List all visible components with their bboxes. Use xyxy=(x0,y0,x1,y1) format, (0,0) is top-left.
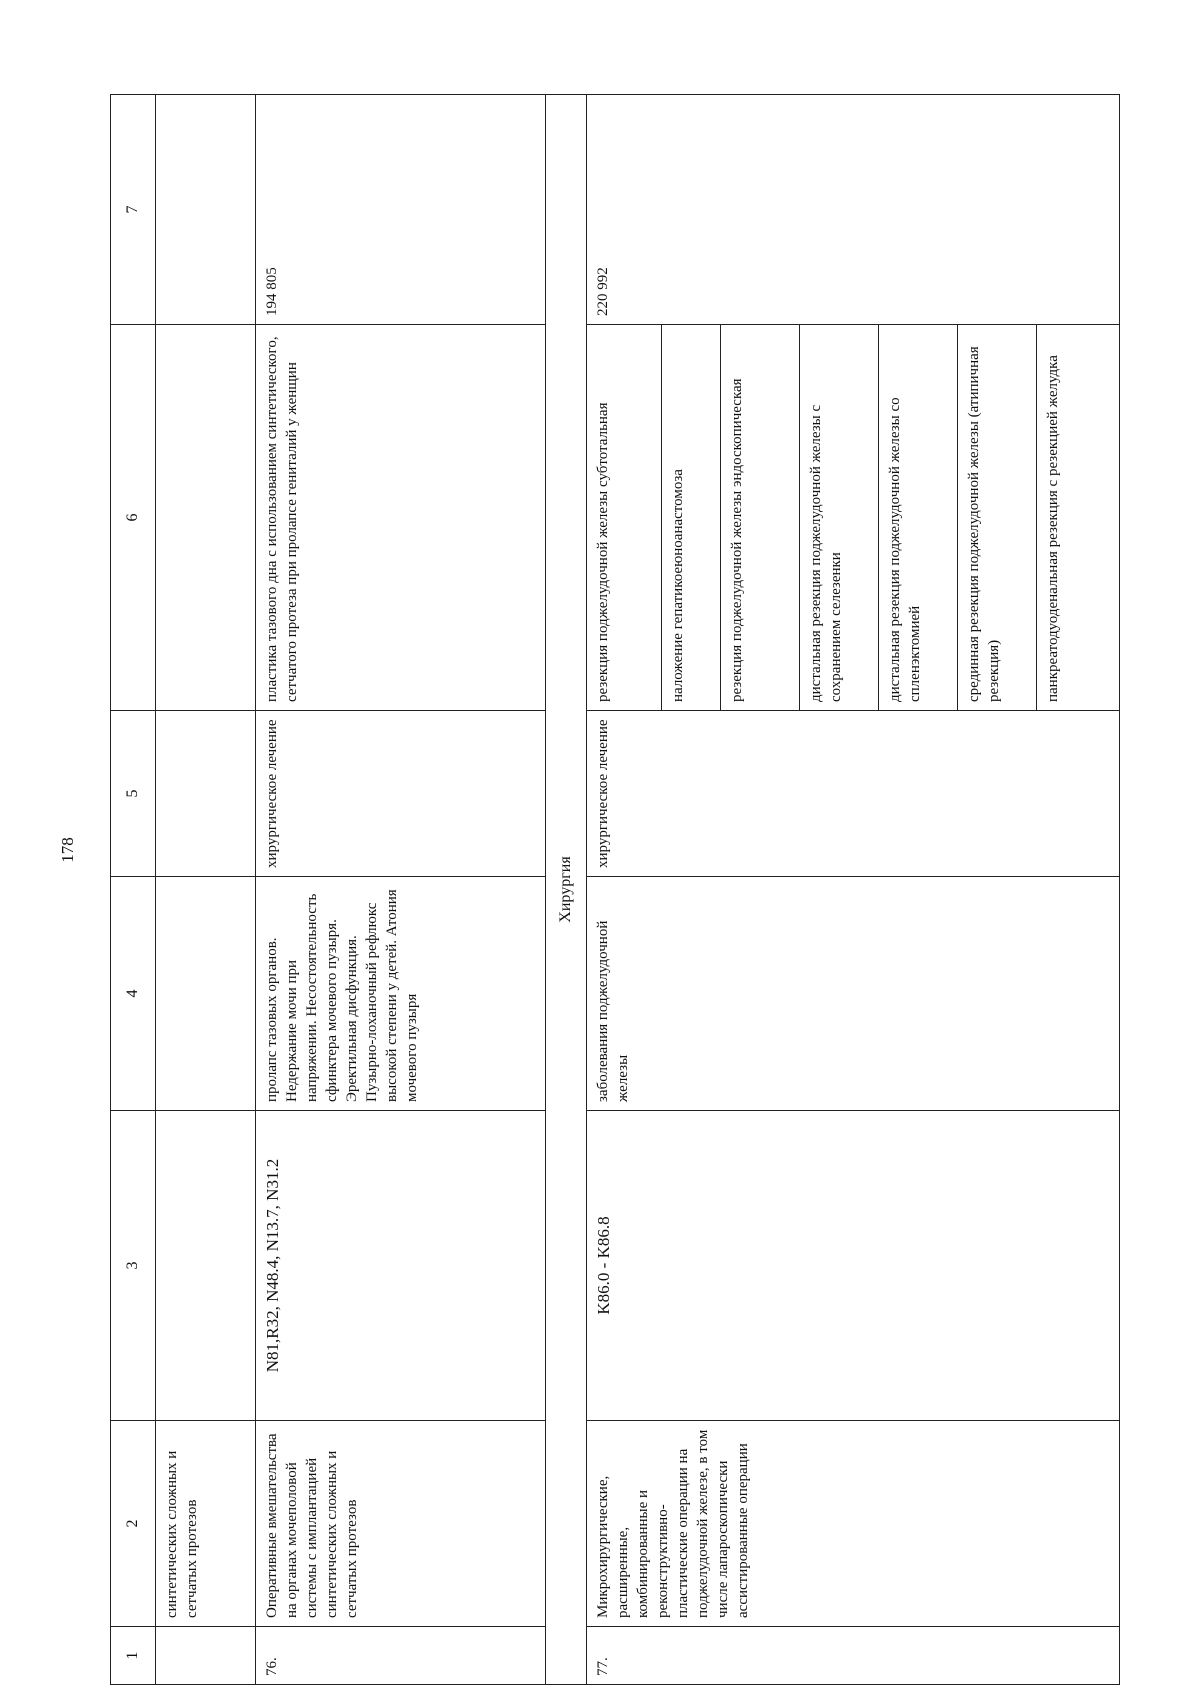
cont-method xyxy=(156,325,256,711)
cont-cost xyxy=(156,95,256,325)
row77-method-7: панкреатодуоденальная резекция с резекцией желудка xyxy=(1045,355,1061,702)
row77-treatment: хирургическое лечение xyxy=(587,711,1120,877)
row76-model: пролапс тазовых органов. Недержание мочи при напряжении. Несостоятельность сфинктера мочевого пузыря. Эректильная дисфункция. Пузырно-лоханочный рефлюкс высокой степени у детей. Атония мочевого пузыря xyxy=(256,877,546,1111)
header-col-1: 1 xyxy=(111,1627,156,1685)
row77-codes: K86.0 - K86.8 xyxy=(587,1111,1120,1421)
row77-cost: 220 992 xyxy=(587,95,1120,325)
row77-method-1: резекция поджелудочной железы субтотальная xyxy=(587,325,662,710)
cont-treatment xyxy=(156,711,256,877)
section-title: Хирургия xyxy=(546,95,587,1685)
row76-method: пластика тазового дна с использованием синтетического, сетчатого протеза при пролапсе гениталий у женщин xyxy=(256,325,546,711)
cont-codes xyxy=(156,1111,256,1421)
continuation-row xyxy=(156,95,256,1685)
row77-model: заболевания поджелудочной железы xyxy=(587,877,1120,1111)
header-col-7: 7 xyxy=(111,95,156,325)
section-row xyxy=(546,95,587,1685)
row-77 xyxy=(587,95,1120,1685)
row77-methods-cell xyxy=(587,325,1120,711)
row77-method-3: резекция поджелудочной железы эндоскопическая xyxy=(721,325,800,710)
rotated-table-container xyxy=(110,95,1120,1685)
row76-number: 76. xyxy=(256,1627,546,1685)
row77-method-5: дистальная резекция поджелудочной железы со спленэктомией xyxy=(879,325,958,710)
header-col-2: 2 xyxy=(111,1421,156,1627)
row-76 xyxy=(256,95,546,1685)
row76-name: Оперативные вмешательства на органах мочеполовой системы с имплантацией синтетических сложных и сетчатых протезов xyxy=(256,1421,546,1627)
header-col-5: 5 xyxy=(111,711,156,877)
cont-name: синтетических сложных и сетчатых протезов xyxy=(156,1421,256,1627)
row77-method-6: срединная резекция поджелудочной железы (атипичная резекция) xyxy=(958,325,1037,710)
row76-treatment: хирургическое лечение xyxy=(256,711,546,877)
row77-method-2: наложение гепатикоеюноанастомоза xyxy=(662,325,721,710)
header-col-6: 6 xyxy=(111,325,156,711)
header-col-3: 3 xyxy=(111,1111,156,1421)
row77-number: 77. xyxy=(587,1627,1120,1685)
row77-method-4: дистальная резекция поджелудочной железы с сохранением селезенки xyxy=(800,325,879,710)
row76-cost: 194 805 xyxy=(256,95,546,325)
page-number: 178 xyxy=(58,837,77,863)
cont-number xyxy=(156,1627,256,1685)
cont-model xyxy=(156,877,256,1111)
row77-name: Микрохирургические, расширенные, комбинированные и реконструктивно-пластические операции на поджелудочной железе, в том числе лапароскопически ассистированные операции xyxy=(587,1421,1120,1627)
header-row xyxy=(111,95,156,1685)
row76-codes: N81,R32, N48.4, N13.7, N31.2 xyxy=(256,1111,546,1421)
header-col-4: 4 xyxy=(111,877,156,1111)
medical-care-table xyxy=(110,94,1120,1685)
